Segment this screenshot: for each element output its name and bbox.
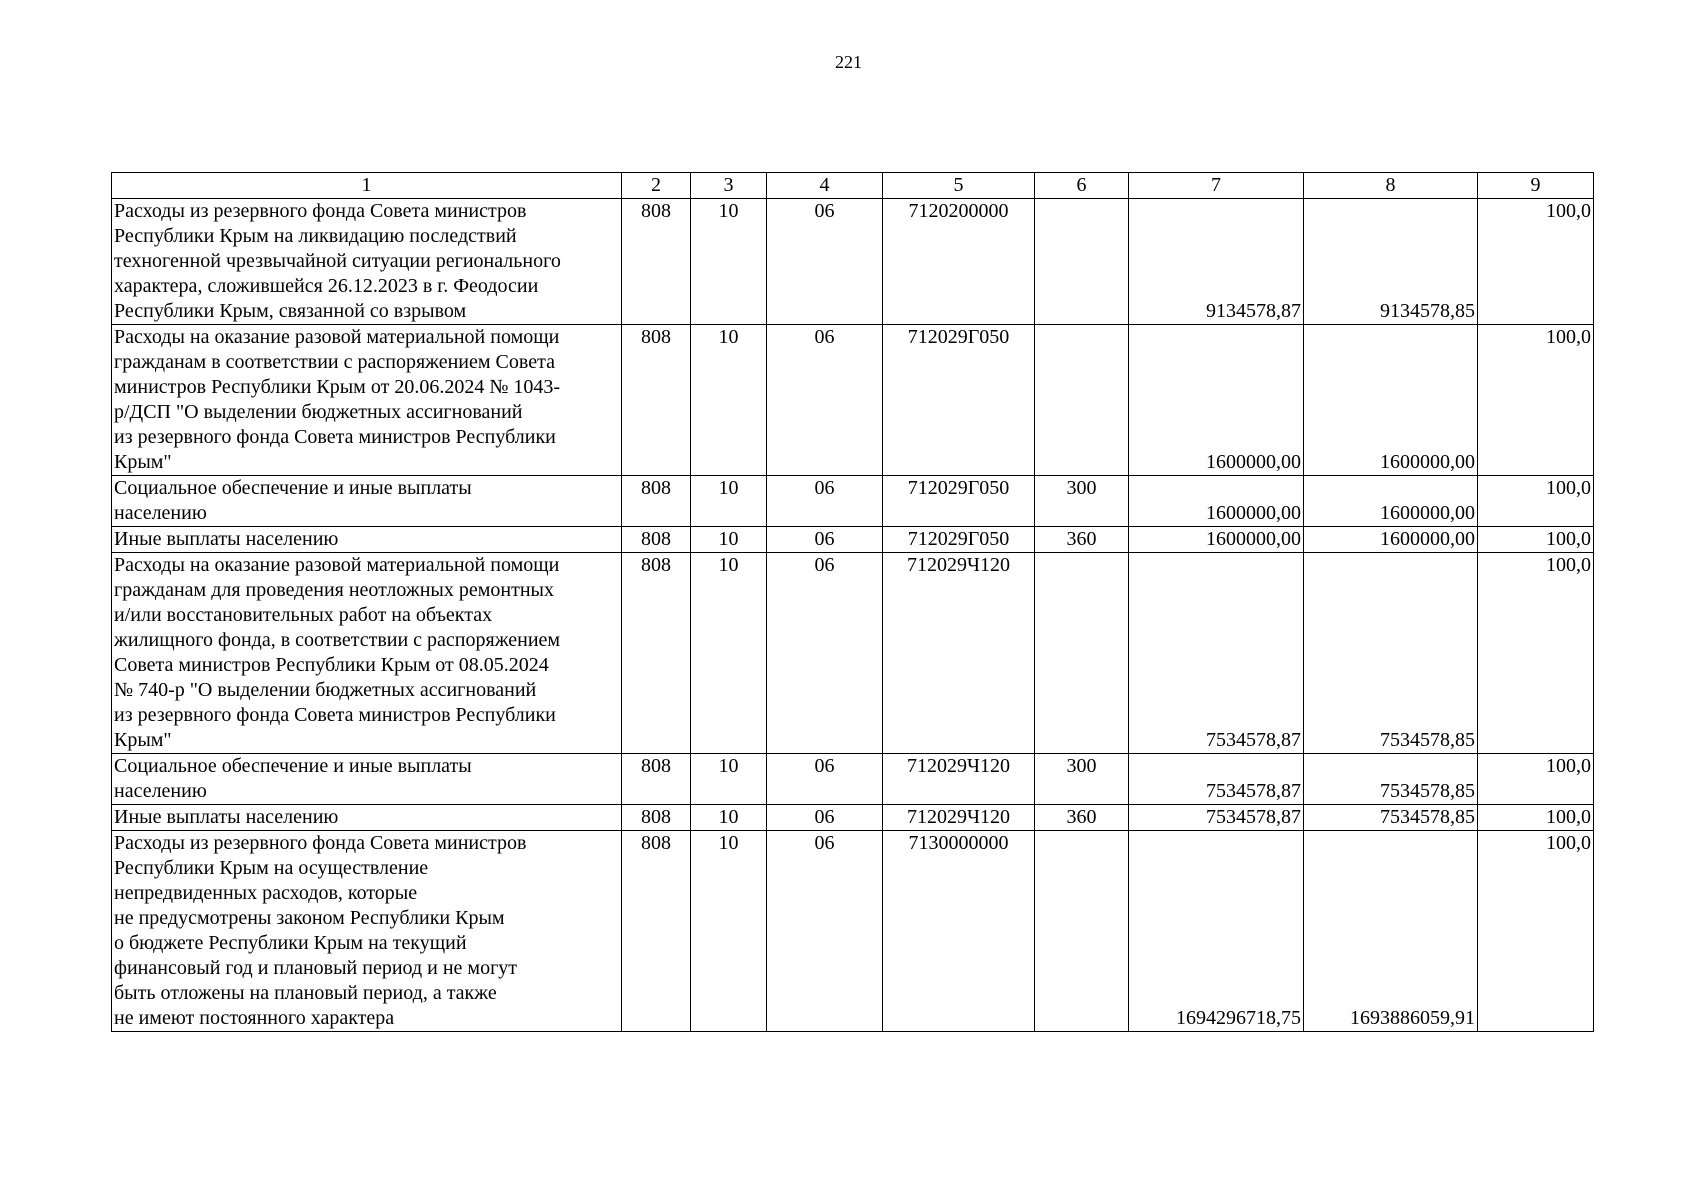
- code-section: 10: [691, 325, 767, 476]
- amount-planned: 7534578,87: [1129, 805, 1304, 831]
- percent-executed: 100,0: [1478, 325, 1594, 476]
- amount-planned: 7534578,87: [1129, 754, 1304, 805]
- code-section: 10: [691, 754, 767, 805]
- code-admin: 808: [622, 527, 691, 553]
- amount-executed: 1600000,00: [1304, 476, 1478, 527]
- code-section: 10: [691, 831, 767, 1032]
- code-target-article: 712029Г050: [883, 476, 1035, 527]
- amount-planned: 1600000,00: [1129, 325, 1304, 476]
- header-row: [112, 173, 1594, 199]
- amount-executed: 7534578,85: [1304, 805, 1478, 831]
- code-subsection: 06: [767, 527, 883, 553]
- code-expense-type: 360: [1035, 805, 1129, 831]
- code-expense-type: [1035, 831, 1129, 1032]
- code-subsection: 06: [767, 805, 883, 831]
- table-row: [112, 527, 1594, 553]
- code-admin: 808: [622, 553, 691, 754]
- table-row: [112, 199, 1594, 325]
- code-subsection: 06: [767, 476, 883, 527]
- code-section: 10: [691, 199, 767, 325]
- table-row: [112, 831, 1594, 1032]
- header-cell: 4: [767, 173, 883, 199]
- percent-executed: 100,0: [1478, 553, 1594, 754]
- percent-executed: 100,0: [1478, 831, 1594, 1032]
- row-description: Расходы на оказание разовой материальной помощи гражданам для проведения неотложных ремонтных и/или восстановительных работ на объектах жилищного фонда, в соответствии с распоряжением Совета министров Республики Крым от 08.05.2024 № 740-р "О выделении бюджетных ассигнований из резервного фонда Совета министров Республики Крым": [112, 553, 622, 754]
- amount-planned: 1600000,00: [1129, 476, 1304, 527]
- percent-executed: 100,0: [1478, 199, 1594, 325]
- code-section: 10: [691, 476, 767, 527]
- code-subsection: 06: [767, 754, 883, 805]
- code-expense-type: 300: [1035, 754, 1129, 805]
- row-description: Социальное обеспечение и иные выплаты населению: [112, 476, 622, 527]
- code-admin: 808: [622, 476, 691, 527]
- code-target-article: 712029Ч120: [883, 754, 1035, 805]
- row-description: Иные выплаты населению: [112, 805, 622, 831]
- page-number: 221: [835, 52, 862, 72]
- row-description: Расходы на оказание разовой материальной помощи гражданам в соответствии с распоряжением Совета министров Республики Крым от 20.06.2024 № 1043- р/ДСП "О выделении бюджетных ассигнований из резервного фонда Совета министров Республики Крым": [112, 325, 622, 476]
- amount-executed: 1600000,00: [1304, 325, 1478, 476]
- amount-executed: 7534578,85: [1304, 754, 1478, 805]
- row-description: Социальное обеспечение и иные выплаты населению: [112, 754, 622, 805]
- code-expense-type: [1035, 553, 1129, 754]
- code-admin: 808: [622, 199, 691, 325]
- code-subsection: 06: [767, 831, 883, 1032]
- code-admin: 808: [622, 754, 691, 805]
- row-description: Расходы из резервного фонда Совета министров Республики Крым на осуществление непредвиденных расходов, которые не предусмотрены законом Республики Крым о бюджете Республики Крым на текущий финансовый год и плановый период и не могут быть отложены на плановый период, а также не имеют постоянного характера: [112, 831, 622, 1032]
- amount-executed: 1600000,00: [1304, 527, 1478, 553]
- percent-executed: 100,0: [1478, 754, 1594, 805]
- amount-executed: 7534578,85: [1304, 553, 1478, 754]
- code-subsection: 06: [767, 325, 883, 476]
- table-row: [112, 476, 1594, 527]
- code-expense-type: 360: [1035, 527, 1129, 553]
- percent-executed: 100,0: [1478, 805, 1594, 831]
- header-cell: 7: [1129, 173, 1304, 199]
- table-row: [112, 553, 1594, 754]
- code-target-article: 7120200000: [883, 199, 1035, 325]
- code-target-article: 712029Ч120: [883, 805, 1035, 831]
- code-target-article: 7130000000: [883, 831, 1035, 1032]
- header-cell: 5: [883, 173, 1035, 199]
- header-cell: 2: [622, 173, 691, 199]
- code-target-article: 712029Г050: [883, 325, 1035, 476]
- code-admin: 808: [622, 805, 691, 831]
- code-target-article: 712029Ч120: [883, 553, 1035, 754]
- table-row: [112, 754, 1594, 805]
- amount-planned: 7534578,87: [1129, 553, 1304, 754]
- budget-table: [111, 172, 1594, 1032]
- percent-executed: 100,0: [1478, 527, 1594, 553]
- amount-planned: 1600000,00: [1129, 527, 1304, 553]
- row-description: Расходы из резервного фонда Совета министров Республики Крым на ликвидацию последствий техногенной чрезвычайной ситуации регионального характера, сложившейся 26.12.2023 в г. Феодосии Республики Крым, связанной со взрывом: [112, 199, 622, 325]
- code-expense-type: 300: [1035, 476, 1129, 527]
- code-target-article: 712029Г050: [883, 527, 1035, 553]
- table-row: [112, 325, 1594, 476]
- row-description: Иные выплаты населению: [112, 527, 622, 553]
- code-admin: 808: [622, 831, 691, 1032]
- code-subsection: 06: [767, 199, 883, 325]
- amount-executed: 9134578,85: [1304, 199, 1478, 325]
- code-section: 10: [691, 527, 767, 553]
- header-cell: 8: [1304, 173, 1478, 199]
- code-section: 10: [691, 553, 767, 754]
- header-cell: 1: [112, 173, 622, 199]
- amount-planned: 9134578,87: [1129, 199, 1304, 325]
- code-admin: 808: [622, 325, 691, 476]
- code-subsection: 06: [767, 553, 883, 754]
- amount-planned: 1694296718,75: [1129, 831, 1304, 1032]
- table-row: [112, 805, 1594, 831]
- code-expense-type: [1035, 199, 1129, 325]
- header-cell: 9: [1478, 173, 1594, 199]
- header-cell: 3: [691, 173, 767, 199]
- percent-executed: 100,0: [1478, 476, 1594, 527]
- amount-executed: 1693886059,91: [1304, 831, 1478, 1032]
- code-section: 10: [691, 805, 767, 831]
- header-cell: 6: [1035, 173, 1129, 199]
- code-expense-type: [1035, 325, 1129, 476]
